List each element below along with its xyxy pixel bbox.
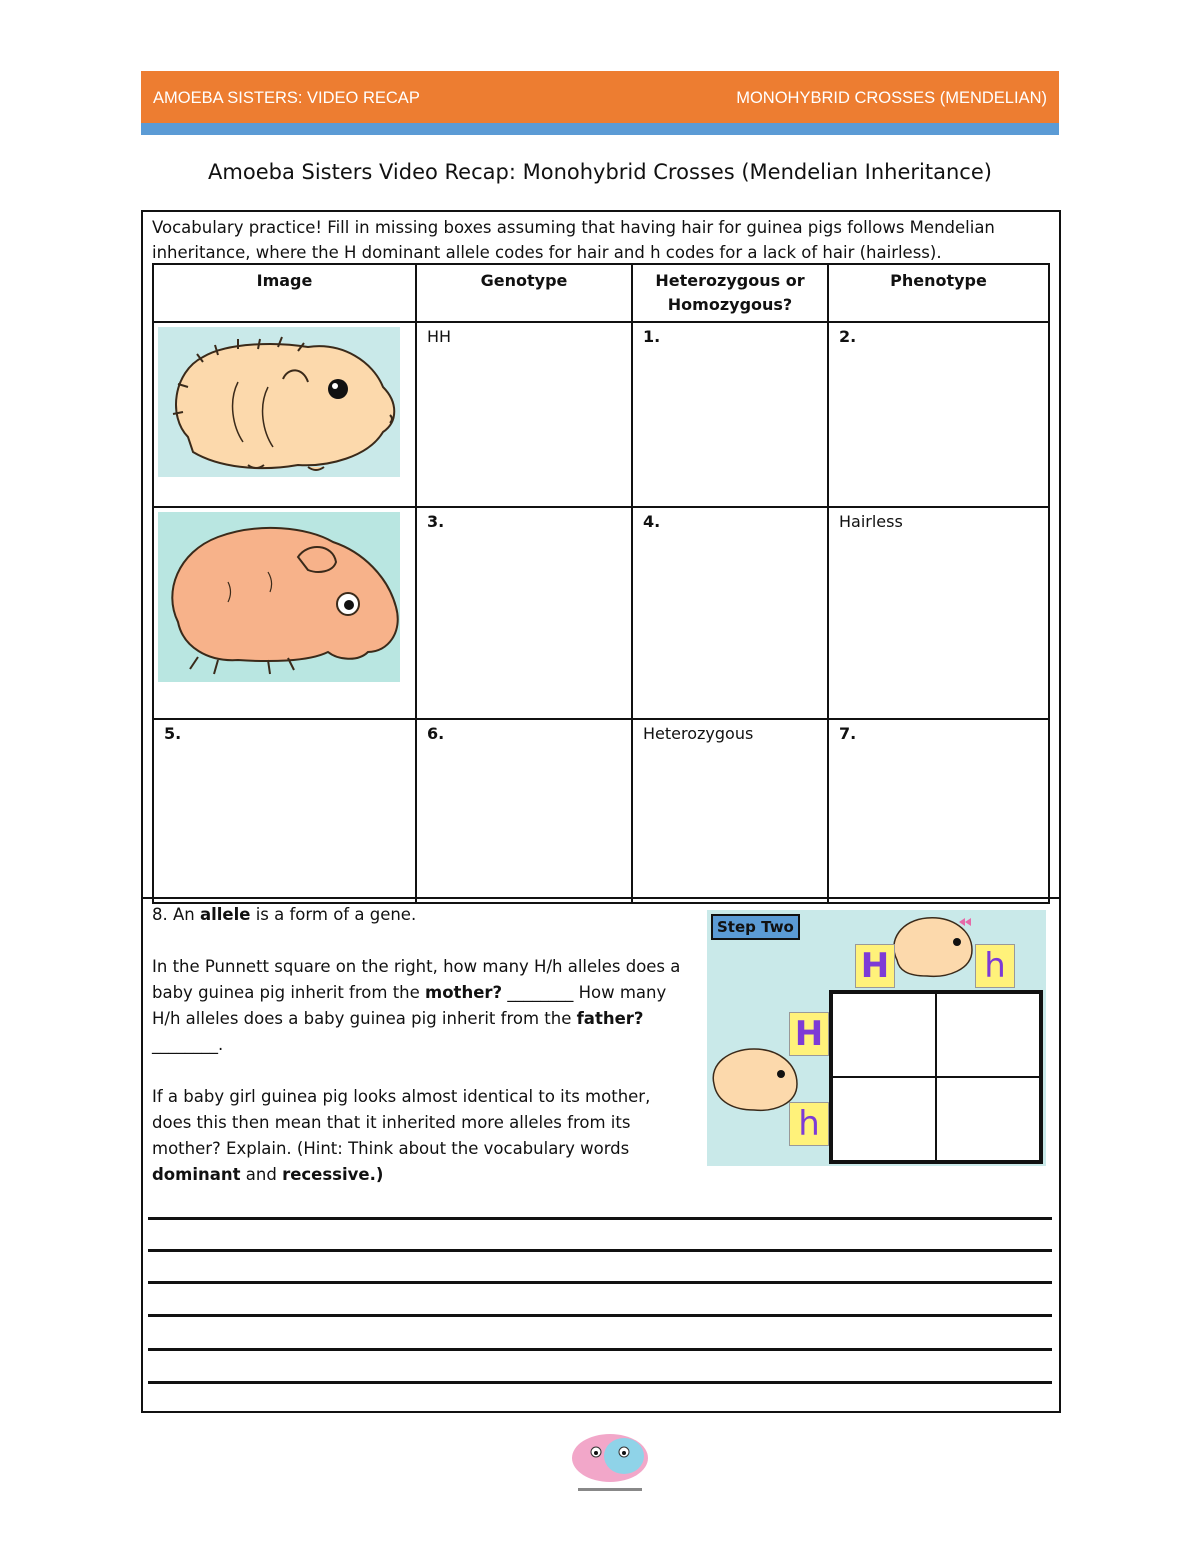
step-label: Step Two [711, 914, 800, 940]
table-row [153, 322, 1049, 507]
answer-blank-1[interactable]: 1. [632, 322, 828, 507]
section-divider [141, 897, 1059, 899]
q8-text: is a form of a gene. [250, 905, 417, 924]
q8-text: In the Punnett square on the right, how many H/h alleles does a baby guinea pig inherit from the [152, 957, 681, 1002]
father-guinea-pig-icon [709, 1044, 799, 1114]
punnett-cell[interactable] [832, 993, 936, 1077]
image-cell [153, 322, 416, 507]
answer-blank-5[interactable]: 5. [153, 719, 416, 903]
col-header-phenotype: Phenotype [828, 264, 1049, 322]
answer-line[interactable] [148, 1281, 1052, 1284]
table-row [153, 507, 1049, 719]
punnett-cell[interactable] [832, 1077, 936, 1161]
image-cell [153, 507, 416, 719]
header-bar [141, 71, 1059, 123]
table-row [153, 719, 1049, 903]
q8-term-dominant: dominant [152, 1165, 241, 1184]
mother-guinea-pig-icon [887, 910, 977, 980]
punnett-square-figure [707, 910, 1046, 1166]
answer-line[interactable] [148, 1314, 1052, 1317]
answer-blank-3[interactable]: 3. [416, 507, 632, 719]
allele-top-H: H [855, 944, 895, 988]
hairy-guinea-pig-image [158, 327, 400, 477]
q8-term-father: father? [576, 1009, 644, 1028]
answer-line[interactable] [148, 1249, 1052, 1252]
q8-text: and [240, 1165, 283, 1184]
answer-line[interactable] [148, 1217, 1052, 1220]
hairless-guinea-pig-image [158, 512, 400, 682]
col-header-zygosity: Heterozygous or Homozygous? [632, 264, 828, 322]
genotype-cell: HH [416, 322, 632, 507]
q8-text: ________ How many H/h alleles does a baby guinea pig inherit from the [152, 983, 667, 1028]
question-8-definition [152, 902, 692, 928]
punnett-grid [829, 990, 1043, 1164]
col-header-genotype: Genotype [416, 264, 632, 322]
q8-text: If a baby girl guinea pig looks almost identical to its mother, does this then mean that it inherited more alleles from its mother? Explain. (Hint: Think about the vocabulary words [152, 1087, 651, 1158]
phenotype-cell: Hairless [828, 507, 1049, 719]
header-right-text: MONOHYBRID CROSSES (MENDELIAN) [736, 89, 1047, 107]
answer-line[interactable] [148, 1348, 1052, 1351]
allele-top-h: h [975, 944, 1015, 988]
punnett-cell[interactable] [936, 993, 1040, 1077]
q8-term-recessive: recessive.) [282, 1165, 384, 1184]
header-stripe [141, 123, 1059, 135]
amoeba-sisters-logo [568, 1432, 652, 1498]
vocab-table [152, 263, 1050, 904]
header-left-text: AMOEBA SISTERS: VIDEO RECAP [153, 89, 420, 107]
zygosity-cell: Heterozygous [632, 719, 828, 903]
question-8 [152, 902, 692, 1214]
q8-term-allele: allele [199, 905, 251, 924]
page-title: Amoeba Sisters Video Recap: Monohybrid Crosses (Mendelian Inheritance) [208, 160, 992, 184]
table-header-row [153, 264, 1049, 322]
allele-side-h: h [789, 1102, 829, 1146]
q8-text: ________. [152, 1035, 224, 1054]
answer-blank-4[interactable]: 4. [632, 507, 828, 719]
q8-text: 8. An [152, 905, 200, 924]
answer-blank-6[interactable]: 6. [416, 719, 632, 903]
vocab-instructions: Vocabulary practice! Fill in missing boxes assuming that having hair for guinea pigs follows Mendelian inheritance, where the H dominant allele codes for hair and h codes for a lack of hair (hairless). [152, 218, 995, 262]
answer-blank-7[interactable]: 7. [828, 719, 1049, 903]
punnett-cell[interactable] [936, 1077, 1040, 1161]
question-8-explain-prompt [152, 1084, 692, 1188]
question-8-punnett-prompt [152, 954, 692, 1058]
answer-line[interactable] [148, 1381, 1052, 1384]
allele-side-H: H [789, 1012, 829, 1056]
q8-term-mother: mother? [425, 983, 503, 1002]
col-header-image: Image [153, 264, 416, 322]
answer-blank-2[interactable]: 2. [828, 322, 1049, 507]
